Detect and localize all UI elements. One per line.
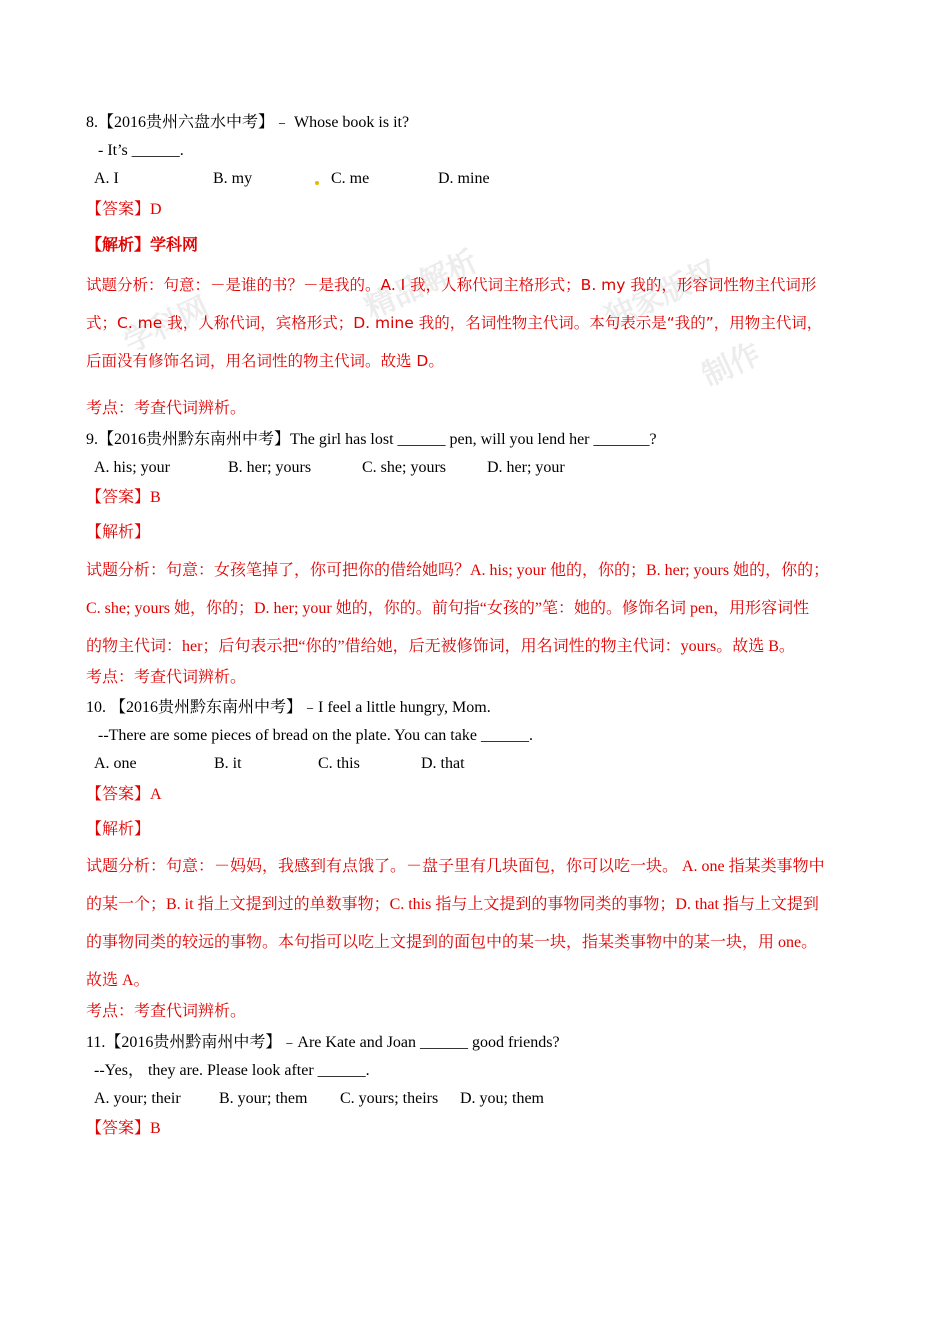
question-10-analysis-line: 故选 A。	[86, 972, 150, 989]
question-10-option-a: A. one	[94, 755, 137, 772]
question-9-analysis-line: C. she; yours 她，你的；D. her; your 她的，你的。前句指“女孩的”笔：她的。修饰名词 pen，用形容词性	[86, 600, 810, 617]
question-9-stem: 9.【2016贵州黔东南州中考】The girl has lost ______ pen, will you lend her _______?	[86, 431, 657, 448]
question-8-stem2: - It’s ______.	[98, 142, 184, 159]
question-8-answer: 【答案】D	[86, 201, 162, 218]
question-8-option-d: D. mine	[438, 170, 490, 187]
question-8-analysis-head: 【解析】学科网	[86, 235, 199, 254]
question-10-option-d: D. that	[421, 755, 465, 772]
question-10-point: 考点：考查代词辨析。	[86, 1003, 247, 1020]
question-9-analysis-line: 的物主代词：her；后句表示把“你的”借给她，后无被修饰词，用名词性的物主代词：yours。故选 B。	[86, 638, 795, 655]
question-11-stem: 11.【2016贵州黔南州中考】﹣Are Kate and Joan ______ good friends?	[86, 1034, 560, 1051]
question-8-analysis-line: 后面没有修饰名词，用名词性的物主代词。故选 D。	[86, 352, 444, 370]
watermark-text: 学科网	[118, 290, 215, 361]
question-9-option-d: D. her; your	[487, 459, 565, 476]
question-9-option-c: C. she; yours	[362, 459, 446, 476]
question-10-option-b: B. it	[214, 755, 242, 772]
question-11-answer: 【答案】B	[86, 1120, 161, 1137]
question-10-answer: 【答案】A	[86, 786, 162, 803]
question-11-option-d: D. you; them	[460, 1090, 544, 1107]
decorative-dot	[315, 181, 319, 185]
question-8-stem: 8.【2016贵州六盘水中考】﹣ Whose book is it?	[86, 114, 410, 131]
question-9-answer: 【答案】B	[86, 489, 161, 506]
question-10-analysis-head: 【解析】	[86, 821, 151, 838]
question-11-option-b: B. your; them	[219, 1090, 308, 1107]
question-8-point: 考点：考查代词辨析。	[86, 400, 247, 417]
question-10-analysis-line: 试题分析：句意：－妈妈，我感到有点饿了。－盘子里有几块面包，你可以吃一块。 A. one 指某类事物中	[86, 858, 825, 875]
question-8-option-a: A. I	[94, 170, 119, 187]
question-11-option-a: A. your; their	[94, 1090, 181, 1107]
question-10-analysis-line: 的事物同类的较远的事物。本句指可以吃上文提到的面包中的某一块，指某类事物中的某一块，用 one。	[86, 934, 818, 951]
question-11-stem2: --Yes， they are. Please look after ______.	[94, 1062, 370, 1079]
watermark-text: 独家版权	[599, 253, 724, 337]
question-8-option-c: C. me	[331, 170, 370, 187]
question-10-analysis-line: 的某一个；B. it 指上文提到过的单数事物；C. this 指与上文提到的事物同类的事物；D. that 指与上文提到	[86, 896, 819, 913]
question-8-analysis-line: 试题分析：句意：－是谁的书？－是我的。A. I 我，人称代词主格形式；B. my 我的，形容词性物主代词形	[86, 276, 817, 294]
question-8-option-b: B. my	[213, 170, 253, 187]
watermark-text: 精品解析	[359, 243, 484, 327]
question-9-analysis-line: 试题分析：句意：女孩笔掉了，你可把你的借给她吗？A. his; your 他的，你的；B. her; yours 她的，你的；	[86, 562, 830, 579]
question-10-stem2: --There are some pieces of bread on the plate. You can take ______.	[98, 727, 533, 744]
question-9-option-a: A. his; your	[94, 459, 170, 476]
question-10-option-c: C. this	[318, 755, 360, 772]
question-11-option-c: C. yours; theirs	[340, 1090, 439, 1107]
question-10-stem: 10. 【2016贵州黔东南州中考】﹣I feel a little hungry, Mom.	[86, 699, 491, 716]
question-9-analysis-head: 【解析】	[86, 524, 151, 541]
question-8-analysis-line: 式；C. me 我，人称代词，宾格形式；D. mine 我的，名词性物主代词。本句表示是“我的”，用物主代词，	[86, 314, 823, 332]
watermark-text: 制作	[696, 336, 767, 394]
question-9-option-b: B. her; yours	[228, 459, 312, 476]
question-9-point: 考点：考查代词辨析。	[86, 669, 247, 686]
